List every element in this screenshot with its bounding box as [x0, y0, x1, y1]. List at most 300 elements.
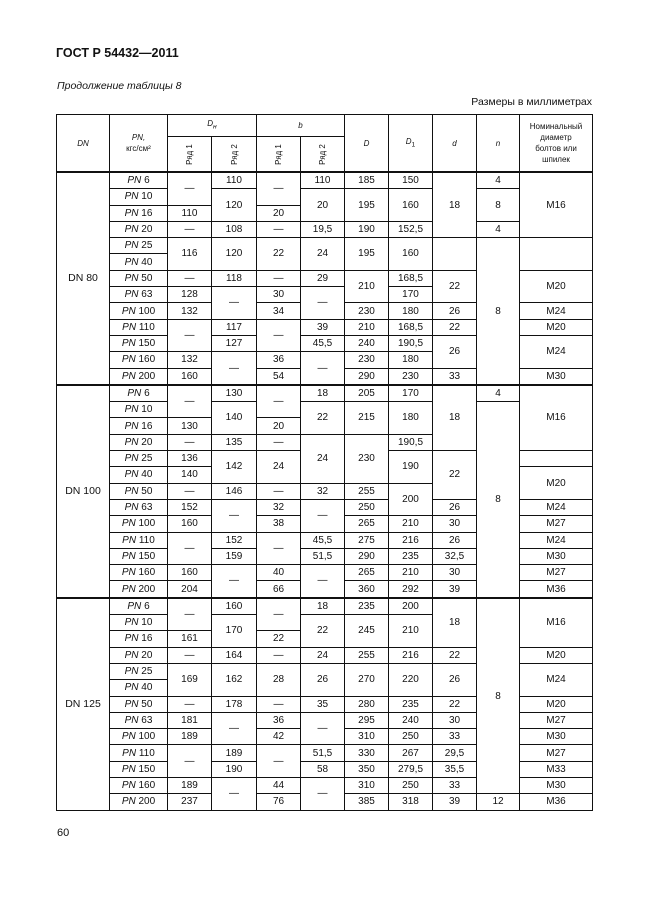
cell: M30: [520, 777, 593, 793]
cell: 135: [212, 434, 257, 450]
cell: M20: [520, 270, 593, 303]
cell: 26: [433, 532, 477, 548]
cell: M33: [520, 761, 593, 777]
cell: M27: [520, 712, 593, 728]
cell: 180: [389, 352, 433, 368]
cell: —: [257, 221, 301, 237]
cell: 22: [433, 270, 477, 303]
cell: 310: [345, 777, 389, 793]
cell: M24: [520, 663, 593, 696]
cell: 360: [345, 581, 389, 598]
cell: 190: [389, 451, 433, 484]
cell: 33: [433, 729, 477, 745]
cell: 110: [212, 172, 257, 189]
pn-cell: PN 40: [110, 680, 168, 696]
cell: 110: [168, 205, 212, 221]
cell: 350: [345, 761, 389, 777]
cell: 8: [477, 238, 520, 385]
cell: —: [257, 319, 301, 352]
pn-cell: PN 160: [110, 352, 168, 368]
cell: 18: [433, 172, 477, 238]
pn-cell: PN 63: [110, 287, 168, 303]
cell: 237: [168, 794, 212, 810]
table-continuation-caption: Продолжение таблицы 8: [57, 80, 182, 92]
cell: 265: [345, 516, 389, 532]
cell: M30: [520, 729, 593, 745]
cell: 8: [477, 189, 520, 222]
header-row2: Ряд 2: [212, 137, 257, 173]
cell: —: [168, 532, 212, 565]
cell: 142: [212, 451, 257, 484]
cell: [433, 238, 477, 271]
cell: 30: [433, 712, 477, 728]
pn-cell: PN 25: [110, 238, 168, 254]
cell: 120: [212, 189, 257, 222]
cell: —: [212, 499, 257, 532]
pn-cell: PN 6: [110, 385, 168, 402]
cell: 20: [301, 189, 345, 222]
pn-cell: PN 6: [110, 598, 168, 615]
cell: 58: [301, 761, 345, 777]
table-row: [57, 189, 593, 205]
table-row: [57, 238, 593, 254]
cell: 235: [389, 548, 433, 564]
cell: M36: [520, 794, 593, 810]
cell: 120: [212, 238, 257, 271]
cell: —: [257, 696, 301, 712]
cell: 18: [301, 385, 345, 402]
header-d: d: [433, 115, 477, 173]
header-outer-diameter: $D_н$: [168, 115, 257, 137]
cell: —: [257, 270, 301, 286]
cell: —: [257, 745, 301, 778]
cell: M20: [520, 696, 593, 712]
cell: 30: [257, 287, 301, 303]
cell: M16: [520, 385, 593, 451]
cell: —: [168, 647, 212, 663]
table-row: [57, 402, 593, 418]
cell: 12: [477, 794, 520, 810]
cell: 250: [389, 777, 433, 793]
cell: 132: [168, 303, 212, 319]
cell: 210: [345, 270, 389, 303]
cell: 116: [168, 238, 212, 271]
cell: 39: [433, 794, 477, 810]
cell: 190,5: [389, 434, 433, 450]
cell: 38: [257, 516, 301, 532]
cell: —: [257, 385, 301, 418]
cell: 279,5: [389, 761, 433, 777]
pn-cell: PN 110: [110, 532, 168, 548]
pn-cell: PN 100: [110, 516, 168, 532]
cell: 45,5: [301, 335, 345, 351]
cell: 44: [257, 777, 301, 793]
cell: 140: [168, 467, 212, 483]
pn-cell: PN 25: [110, 663, 168, 679]
cell: 210: [389, 516, 433, 532]
cell: 150: [389, 172, 433, 189]
cell: —: [168, 434, 212, 450]
cell: 255: [345, 647, 389, 663]
cell: 66: [257, 581, 301, 598]
page-number: 60: [57, 827, 70, 839]
pn-cell: PN 200: [110, 794, 168, 810]
cell: 26: [433, 303, 477, 319]
cell: 152: [168, 499, 212, 515]
cell: 76: [257, 794, 301, 810]
cell: 200: [389, 483, 433, 516]
cell: 45,5: [301, 532, 345, 548]
header-row2: Ряд 2: [301, 137, 345, 173]
cell: 230: [389, 368, 433, 385]
cell: 22: [257, 631, 301, 647]
cell: 22: [433, 451, 477, 500]
pn-cell: PN 10: [110, 615, 168, 631]
cell: 8: [477, 598, 520, 794]
pn-cell: PN 16: [110, 631, 168, 647]
cell: 200: [389, 598, 433, 615]
cell: 185: [345, 172, 389, 189]
pn-cell: PN 150: [110, 335, 168, 351]
cell: 30: [433, 516, 477, 532]
cell: 160: [168, 368, 212, 385]
header-dn: DN: [57, 115, 110, 173]
pn-cell: PN 150: [110, 761, 168, 777]
cell: M24: [520, 499, 593, 515]
cell: 32: [257, 499, 301, 515]
pn-cell: PN 100: [110, 303, 168, 319]
pn-cell: PN 20: [110, 647, 168, 663]
cell: —: [301, 352, 345, 385]
cell: M24: [520, 303, 593, 319]
cell: —: [257, 532, 301, 565]
cell: 4: [477, 172, 520, 189]
cell: 170: [389, 385, 433, 402]
cell: 178: [212, 696, 257, 712]
cell: 210: [345, 319, 389, 335]
flange-dimensions-table: [56, 114, 593, 811]
cell: M20: [520, 467, 593, 500]
cell: 18: [301, 598, 345, 615]
cell: 159: [212, 548, 257, 564]
dn-label: DN 125: [57, 598, 110, 810]
cell: 39: [433, 581, 477, 598]
cell: M27: [520, 516, 593, 532]
header-D: D: [345, 115, 389, 173]
table-row: [57, 172, 593, 189]
cell: [520, 451, 593, 467]
cell: 169: [168, 663, 212, 696]
cell: 220: [389, 663, 433, 696]
cell: 190,5: [389, 335, 433, 351]
cell: 295: [345, 712, 389, 728]
cell: —: [168, 696, 212, 712]
cell: —: [212, 287, 257, 320]
cell: 204: [168, 581, 212, 598]
cell: 22: [301, 615, 345, 648]
cell: 290: [345, 368, 389, 385]
cell: 230: [345, 303, 389, 319]
cell: M16: [520, 172, 593, 238]
cell: —: [257, 434, 301, 450]
cell: 34: [257, 303, 301, 319]
cell: 275: [345, 532, 389, 548]
table-row: [57, 221, 593, 237]
dn-label: DN 80: [57, 172, 110, 385]
cell: 170: [212, 615, 257, 648]
pn-cell: PN 10: [110, 402, 168, 418]
cell: M20: [520, 647, 593, 663]
cell: 205: [345, 385, 389, 402]
cell: 318: [389, 794, 433, 810]
cell: 160: [389, 238, 433, 271]
cell: 210: [389, 565, 433, 581]
cell: 162: [212, 663, 257, 696]
cell: —: [301, 565, 345, 598]
cell: M27: [520, 565, 593, 581]
cell: 255: [345, 483, 389, 499]
cell: 127: [212, 335, 257, 351]
cell: 189: [168, 777, 212, 793]
cell: 110: [301, 172, 345, 189]
header-b: b: [257, 115, 345, 137]
cell: 195: [345, 189, 389, 222]
cell: 164: [212, 647, 257, 663]
pn-cell: PN 10: [110, 189, 168, 205]
pn-cell: PN 150: [110, 548, 168, 564]
cell: M20: [520, 319, 593, 335]
cell: —: [257, 647, 301, 663]
cell: 180: [389, 402, 433, 435]
cell: 40: [257, 565, 301, 581]
pn-cell: PN 16: [110, 205, 168, 221]
dn-label: DN 100: [57, 385, 110, 598]
cell: 24: [257, 451, 301, 484]
cell: 216: [389, 532, 433, 548]
cell: —: [212, 777, 257, 810]
cell: 22: [301, 402, 345, 435]
cell: —: [212, 565, 257, 598]
cell: —: [301, 777, 345, 810]
cell: —: [168, 483, 212, 499]
pn-cell: PN 110: [110, 319, 168, 335]
cell: 160: [389, 189, 433, 222]
cell: 180: [389, 303, 433, 319]
cell: 132: [168, 352, 212, 368]
pn-cell: PN 160: [110, 777, 168, 793]
cell: 216: [389, 647, 433, 663]
cell: —: [168, 172, 212, 205]
document-title: ГОСТ Р 54432—2011: [56, 46, 179, 60]
pn-cell: PN 20: [110, 434, 168, 450]
cell: [520, 238, 593, 271]
pn-cell: PN 200: [110, 368, 168, 385]
cell: 235: [389, 696, 433, 712]
cell: 250: [389, 729, 433, 745]
cell: M16: [520, 598, 593, 647]
table-row: [57, 385, 593, 402]
cell: 33: [433, 368, 477, 385]
pn-cell: PN 110: [110, 745, 168, 761]
cell: —: [168, 319, 212, 352]
cell: 108: [212, 221, 257, 237]
cell: 130: [168, 418, 212, 434]
cell: 152,5: [389, 221, 433, 237]
pn-cell: PN 200: [110, 581, 168, 598]
cell: 20: [257, 205, 301, 221]
cell: 152: [212, 532, 257, 548]
header-row1: Ряд 1: [168, 137, 212, 173]
cell: 26: [433, 663, 477, 696]
cell: M24: [520, 335, 593, 368]
pn-cell: PN 63: [110, 712, 168, 728]
cell: 190: [212, 761, 257, 777]
pn-cell: PN 40: [110, 254, 168, 270]
cell: 146: [212, 483, 257, 499]
cell: —: [257, 598, 301, 631]
cell: 270: [345, 663, 389, 696]
cell: 30: [433, 565, 477, 581]
cell: 385: [345, 794, 389, 810]
cell: 33: [433, 777, 477, 793]
cell: 118: [212, 270, 257, 286]
cell: 32,5: [433, 548, 477, 564]
cell: 26: [433, 335, 477, 368]
pn-cell: PN 6: [110, 172, 168, 189]
cell: 210: [389, 615, 433, 648]
cell: M30: [520, 368, 593, 385]
cell: —: [168, 745, 212, 778]
cell: 128: [168, 287, 212, 303]
cell: 290: [345, 548, 389, 564]
pn-cell: PN 100: [110, 729, 168, 745]
cell: 29: [301, 270, 345, 286]
pn-cell: PN 63: [110, 499, 168, 515]
cell: 29,5: [433, 745, 477, 761]
cell: —: [168, 598, 212, 631]
cell: 235: [345, 598, 389, 615]
cell: 267: [389, 745, 433, 761]
cell: 42: [257, 729, 301, 745]
cell: 250: [345, 499, 389, 515]
cell: 245: [345, 615, 389, 648]
pn-cell: PN 40: [110, 467, 168, 483]
cell: 168,5: [389, 270, 433, 286]
cell: —: [301, 287, 345, 320]
cell: 26: [301, 663, 345, 696]
cell: —: [301, 712, 345, 745]
cell: —: [168, 270, 212, 286]
cell: 35,5: [433, 761, 477, 777]
cell: 54: [257, 368, 301, 385]
cell: 22: [433, 647, 477, 663]
pn-cell: PN 50: [110, 696, 168, 712]
header-D1: $D_1$: [389, 115, 433, 173]
cell: 230: [345, 352, 389, 368]
cell: 24: [301, 647, 345, 663]
pn-cell: PN 50: [110, 270, 168, 286]
cell: 22: [257, 238, 301, 271]
cell: 130: [212, 385, 257, 402]
cell: 215: [345, 402, 389, 435]
cell: 18: [433, 385, 477, 451]
cell: 160: [212, 598, 257, 615]
header-n: n: [477, 115, 520, 173]
cell: 22: [433, 319, 477, 335]
cell: 35: [301, 696, 345, 712]
cell: 240: [345, 335, 389, 351]
pn-cell: PN 25: [110, 451, 168, 467]
cell: 292: [389, 581, 433, 598]
cell: 4: [477, 221, 520, 237]
cell: 36: [257, 352, 301, 368]
cell: M24: [520, 532, 593, 548]
cell: 4: [477, 385, 520, 402]
table-row: [57, 598, 593, 615]
cell: 160: [168, 565, 212, 581]
cell: 36: [257, 712, 301, 728]
cell: 19,5: [301, 221, 345, 237]
cell: 26: [433, 499, 477, 515]
cell: 230: [345, 434, 389, 483]
cell: 310: [345, 729, 389, 745]
cell: 140: [212, 402, 257, 435]
cell: —: [301, 499, 345, 532]
cell: 190: [345, 221, 389, 237]
cell: 280: [345, 696, 389, 712]
cell: 32: [301, 483, 345, 499]
cell: M30: [520, 548, 593, 564]
cell: 24: [301, 238, 345, 271]
units-note: Размеры в миллиметрах: [471, 96, 592, 108]
cell: —: [212, 352, 257, 385]
cell: M36: [520, 581, 593, 598]
header-bolt-diameter: Номинальный диаметр болтов или шпилек: [520, 115, 593, 173]
cell: 8: [477, 402, 520, 598]
pn-cell: PN 20: [110, 221, 168, 237]
cell: —: [257, 172, 301, 205]
cell: —: [168, 385, 212, 418]
cell: 195: [345, 238, 389, 271]
cell: 160: [168, 516, 212, 532]
cell: 117: [212, 319, 257, 335]
cell: 51,5: [301, 548, 345, 564]
header-pn: PN, кгс/см²: [110, 115, 168, 173]
cell: 330: [345, 745, 389, 761]
cell: 189: [212, 745, 257, 761]
cell: 18: [433, 598, 477, 647]
cell: —: [168, 221, 212, 237]
cell: 51,5: [301, 745, 345, 761]
cell: 20: [257, 418, 301, 434]
cell: 136: [168, 451, 212, 467]
cell: 170: [389, 287, 433, 303]
cell: 24: [301, 434, 345, 483]
cell: —: [257, 483, 301, 499]
cell: —: [212, 712, 257, 745]
cell: 189: [168, 729, 212, 745]
pn-cell: PN 16: [110, 418, 168, 434]
cell: 240: [389, 712, 433, 728]
pn-cell: PN 160: [110, 565, 168, 581]
cell: 181: [168, 712, 212, 728]
cell: 22: [433, 696, 477, 712]
cell: 161: [168, 631, 212, 647]
pn-cell: PN 50: [110, 483, 168, 499]
cell: M27: [520, 745, 593, 761]
cell: 168,5: [389, 319, 433, 335]
cell: 28: [257, 663, 301, 696]
